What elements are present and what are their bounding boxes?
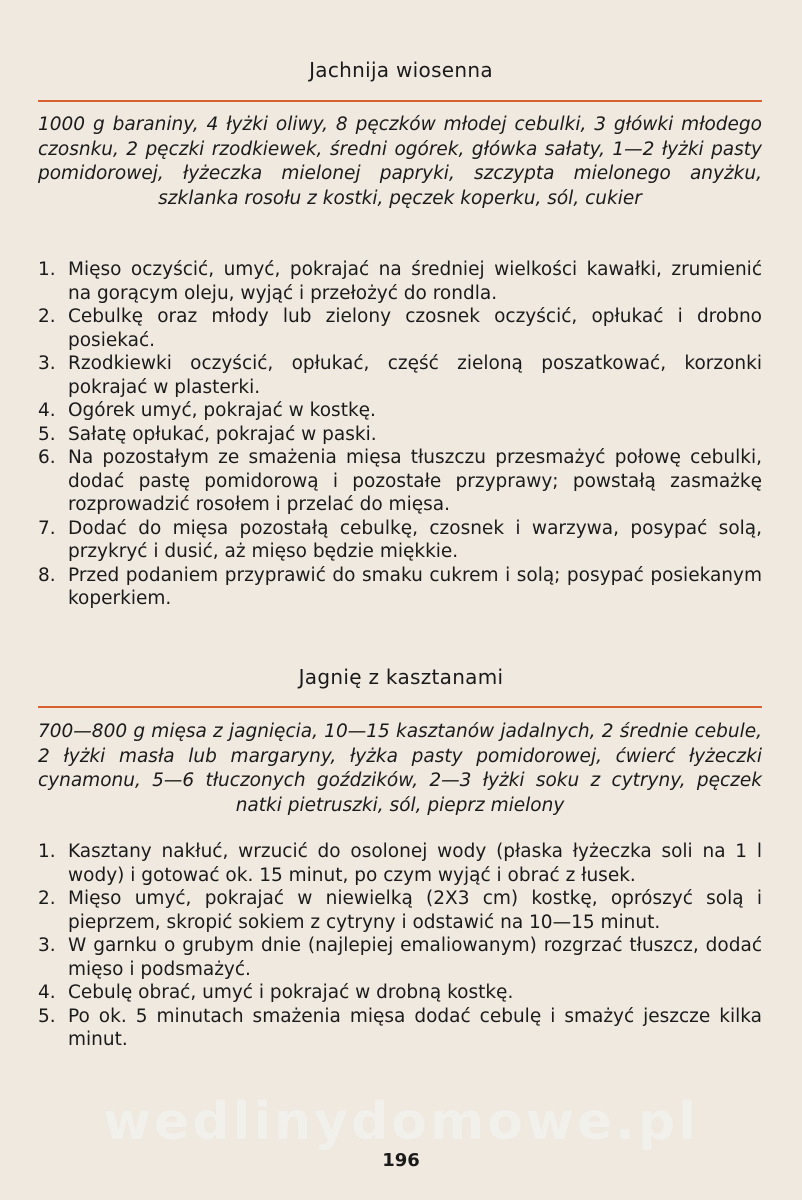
- ingredients-jachnija: 1000 g baraniny, 4 łyżki oliwy, 8 pęczków młodej cebulki, 3 główki młodego czosnku, 2 pęczki rzodkiewek, średni ogórek, główka sałaty, 1—2 łyżki pasty pomidorowej, łyżeczka mielonej papryki, szczypta mielonego anyżku, szklanka rosołu z kostki, pęczek koperku, sól, cukier: [38, 114, 762, 209]
- watermark: wedlinydomowe.pl: [102, 1092, 700, 1152]
- title-underline: [38, 706, 762, 708]
- step-item: 7. Dodać do mięsa pozostałą cebulkę, czosnek i warzywa, posypać solą, przykryć i dusić, aż mięso będzie miękkie.: [38, 517, 762, 562]
- ingredients-jagnie: 700—800 g mięsa z jagnięcia, 10—15 kasztanów jadalnych, 2 średnie cebule, 2 łyżki masła lub margaryny, łyżka pasty pomidorowej, ćwierć łyżeczki cynamonu, 5—6 tłuczonych goździków, 2—3 łyżki soku z cytryny, pęczek natki pietruszki, sól, pieprz mielony: [38, 721, 762, 816]
- step-item: 1. Mięso oczyścić, umyć, pokrajać na średniej wielkości kawałki, zrumienić na gorącym oleju, wyjąć i przełożyć do rondla.: [38, 259, 762, 304]
- step-item: 3. W garnku o grubym dnie (najlepiej emaliowanym) rozgrzać tłuszcz, dodać mięso i podsmażyć.: [38, 935, 762, 980]
- step-item: 5. Po ok. 5 minutach smażenia mięsa dodać cebulę i smażyć jeszcze kilka minut.: [38, 1005, 762, 1050]
- step-item: 3. Rzodkiewki oczyścić, opłukać, część zieloną poszatkować, korzonki pokrajać w plasterki.: [38, 353, 762, 398]
- title-underline: [38, 100, 762, 102]
- step-item: 6. Na pozostałym ze smażenia mięsa tłuszczu przesmażyć połowę cebulki, dodać pastę pomidorową i pozostałe przyprawy; powstałą zasmażkę rozprowadzić rosołem i przelać do mięsa.: [38, 447, 762, 515]
- steps-jagnie: [38, 840, 762, 1052]
- page-number: 196: [382, 1150, 420, 1171]
- step-item: 4. Cebulę obrać, umyć i pokrajać w drobną kostkę.: [38, 982, 514, 1003]
- recipe-title-jachnija: Jachnija wiosenna: [309, 58, 493, 82]
- step-item: 1. Kasztany nakłuć, wrzucić do osolonej wody (płaska łyżeczka soli na 1 l wody) i gotować ok. 15 minut, po czym wyjąć i obrać z łusek.: [38, 841, 762, 886]
- step-item: 5. Sałatę opłukać, pokrajać w paski.: [38, 423, 377, 445]
- step-item: 4. Ogórek umyć, pokrajać w kostkę.: [38, 400, 376, 421]
- recipe-title-jagnie: Jagnię z kasztanami: [298, 665, 504, 689]
- step-item: 8. Przed podaniem przyprawić do smaku cukrem i solą; posypać posiekanym koperkiem.: [38, 564, 762, 609]
- step-item: 2. Mięso umyć, pokrajać w niewielką (2X3 cm) kostkę, oprószyć solą i pieprzem, skropić sokiem z cytryny i odstawić na 10—15 minut.: [38, 888, 762, 933]
- step-item: 2. Cebulkę oraz młody lub zielony czosnek oczyścić, opłukać i drobno posiekać.: [38, 306, 762, 351]
- steps-jachnija: [38, 258, 762, 611]
